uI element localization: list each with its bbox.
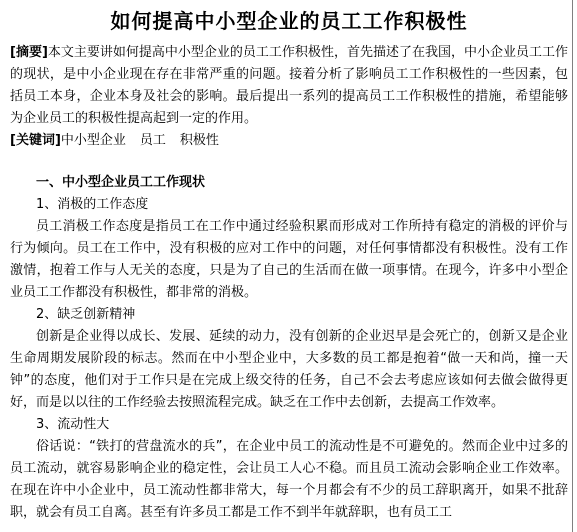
keywords-label: [关键词] [10, 133, 61, 148]
body-paragraph: 员工消极工作态度是指员工在工作中通过经验积累而形成对工作所持有稳定的消极的评价与行为倾向。员工在工作中，没有积极的应对工作中的问题，对任何事情都没有积极性。没有工作激情，抱着工作与人无关的态度，只是为了自己的生活而在做一项事情。在现今，许多中小型企业员工工作都没有积极性，都非常的消极。 [10, 219, 568, 300]
section-heading: 一、中小型企业员工工作现状 [36, 175, 206, 190]
subsection-heading: 3、流动性大 [36, 417, 110, 432]
keyword-item: 员工 [139, 133, 166, 148]
page-frame-edge [572, 0, 573, 532]
document-title: 如何提高中小型企业的员工工作积极性 [110, 9, 468, 33]
subsection-heading: 2、缺乏创新精神 [36, 307, 136, 322]
body-paragraph: 俗话说：“铁打的营盘流水的兵”，在企业中员工的流动性是不可避免的。然而企业中过多的员工流动，就容易影响企业的稳定性，会让员工人心不稳。而且员工流动会影响企业工作效率。在现在许中小企业中，员工流动性都非常大，每一个月都会有不少的员工辞职离开，如果不批辞职，就会有员工自离。甚至有许多员工都是工作不到半年就辞职，也有员工工 [10, 439, 568, 520]
body-paragraph: 创新是企业得以成长、发展、延续的动力，没有创新的企业迟早是会死亡的，创新又是企业生命周期发展阶段的标志。然而在中小型企业中，大多数的员工都是抱着“做一天和尚，撞一天钟”的态度，他们对于工作只是在完成上级交待的任务，自己不会去考虑应该如何去做会做得更好，而是以以往的工作经验去按照流程完成。缺乏在工作中去创新，去提高工作效率。 [10, 329, 568, 410]
subsection-heading: 1、消极的工作态度 [36, 197, 149, 212]
document-page [10, 6, 568, 524]
abstract-paragraph [10, 42, 568, 130]
abstract-label: [摘要] [10, 45, 48, 60]
keyword-item: 积极性 [179, 133, 219, 148]
keyword-item: 中小型企业 [60, 133, 126, 148]
keywords-line [10, 130, 568, 152]
abstract-text: 本文主要讲如何提高中小型企业的员工工作积极性，首先描述了在我国，中小企业员工工作的现状，是中小企业现在存在非常严重的问题。接着分析了影响员工工作积极性的一些因素，包括员工本身，企业本身及社会的影响。最后提出一系列的提高员工工作积极性的措施，希望能够为企业员工的积极性提高起到一定的作用。 [10, 45, 568, 126]
